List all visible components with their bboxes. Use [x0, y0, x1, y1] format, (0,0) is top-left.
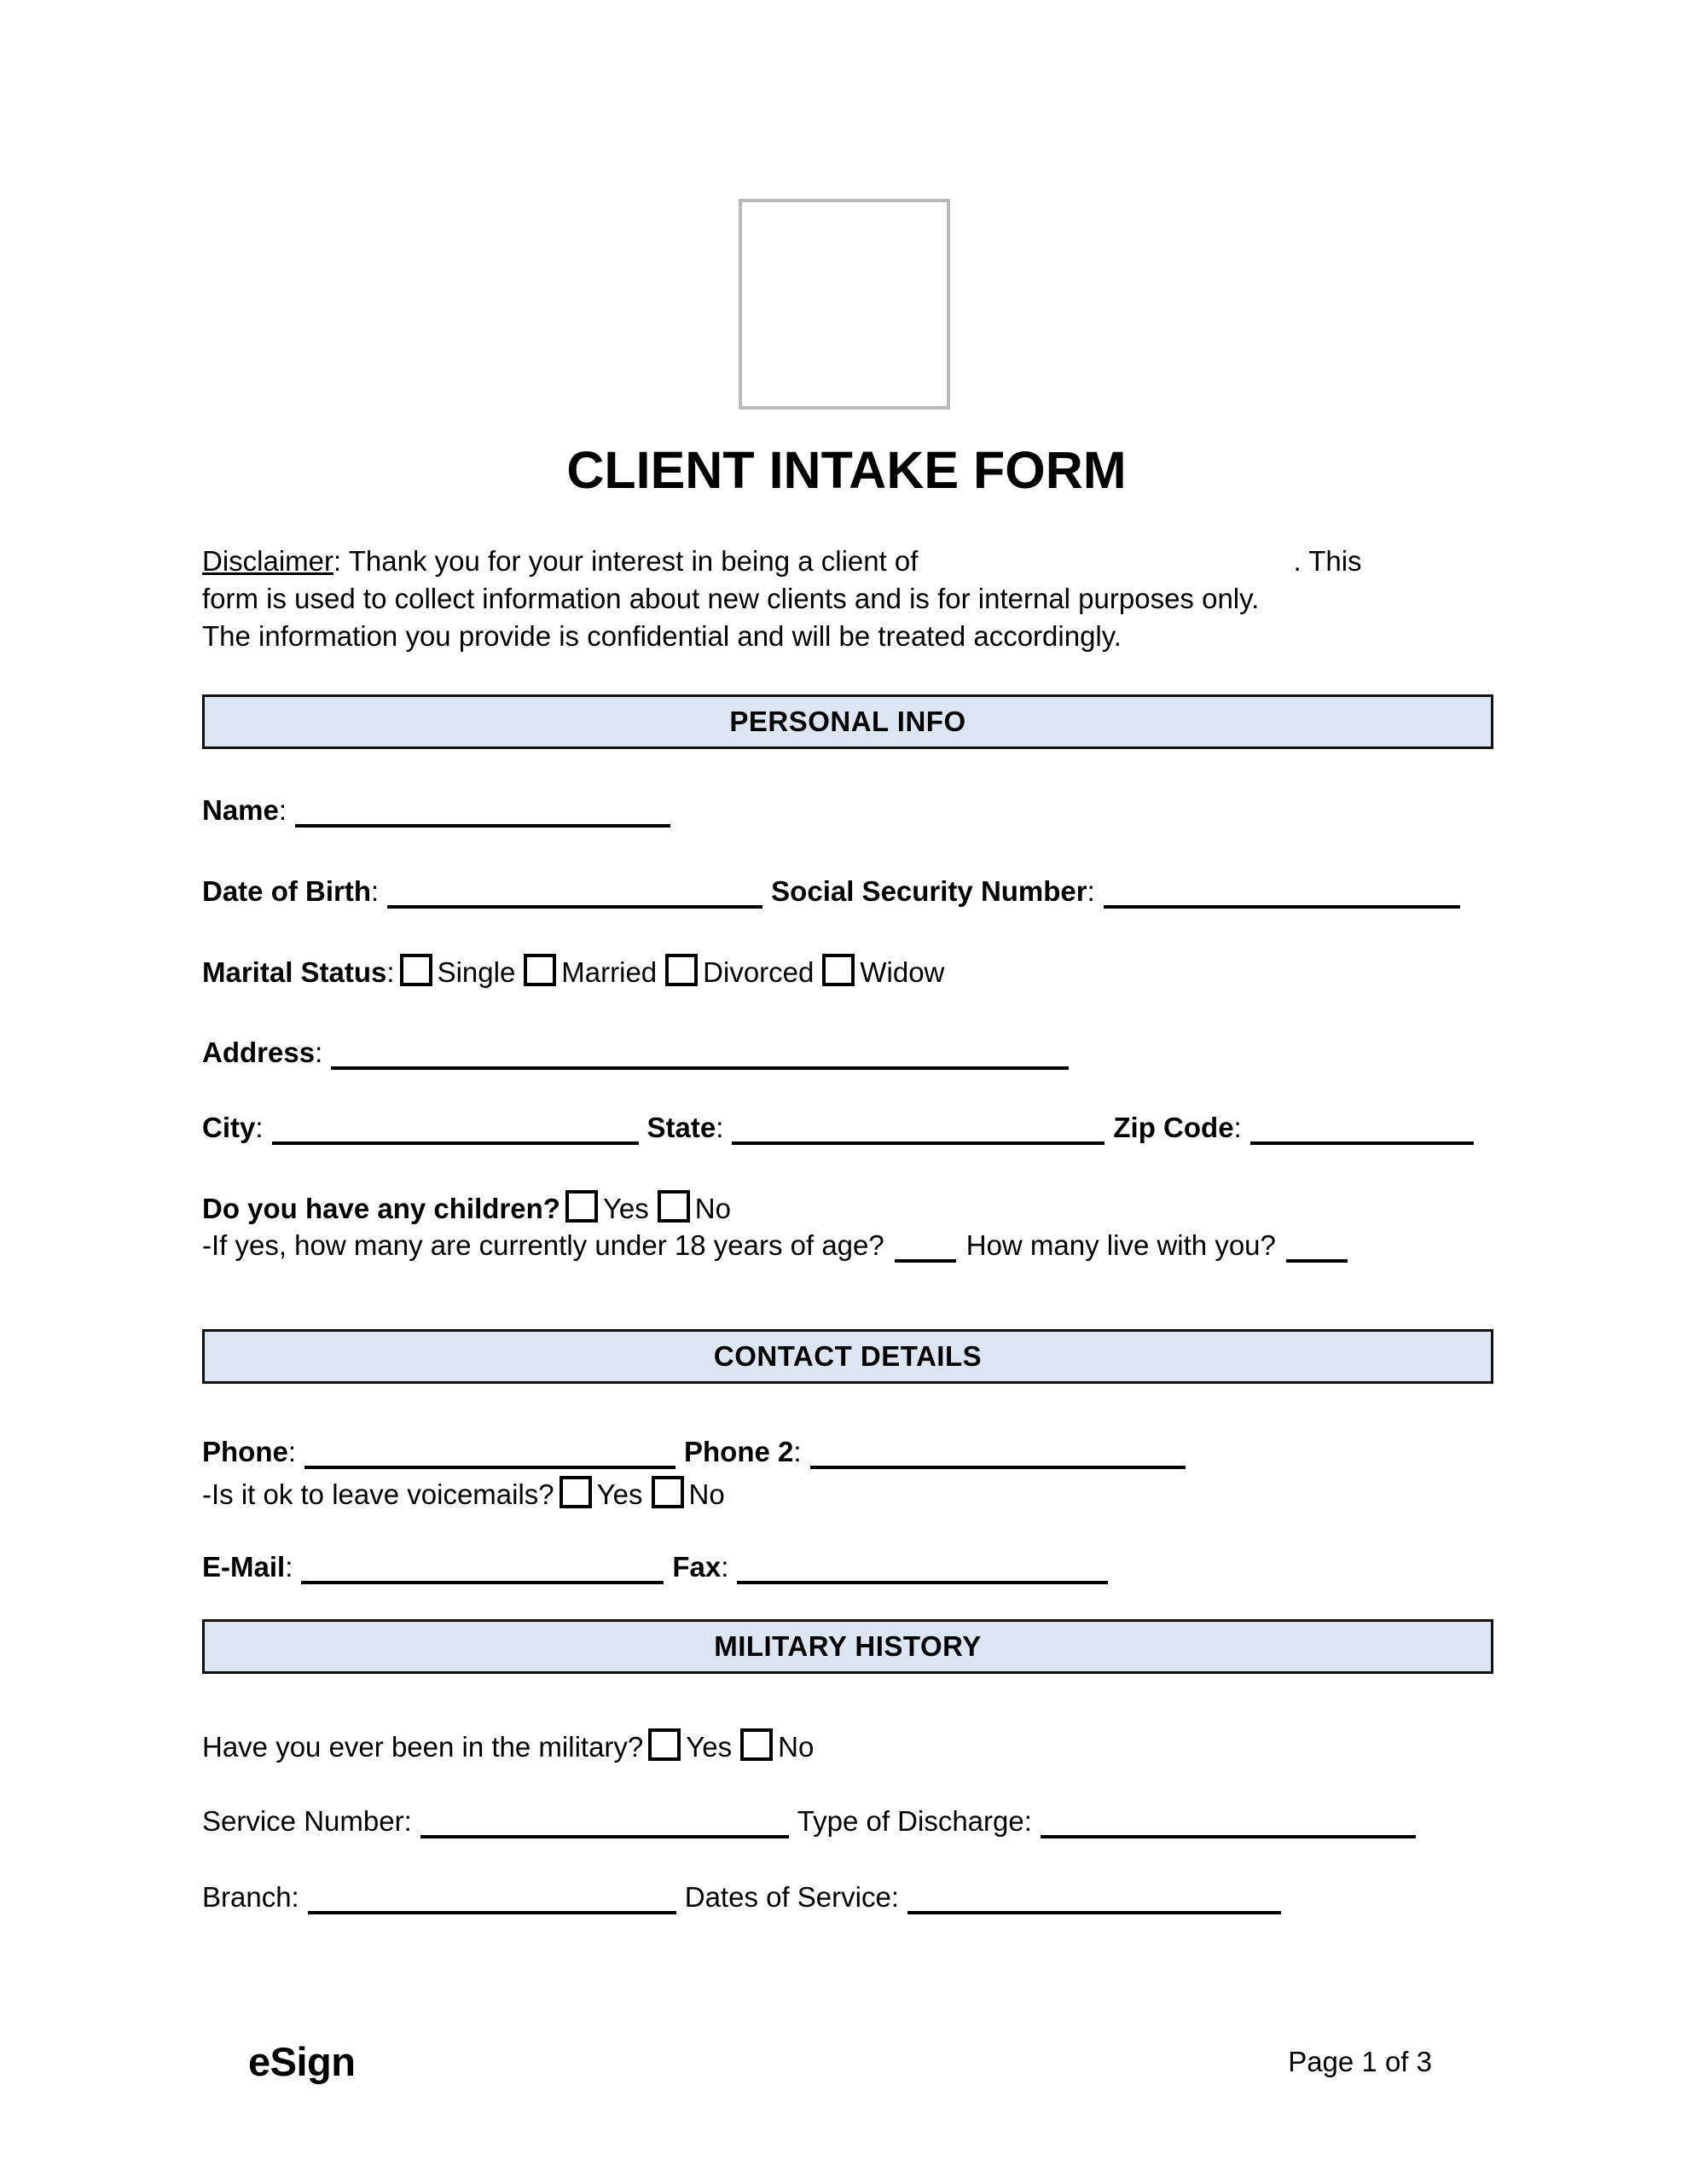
colon: : — [793, 1436, 802, 1467]
colon: : — [285, 1551, 293, 1583]
phone-label: Phone — [202, 1436, 288, 1467]
section-header-contact-details: CONTACT DETAILS — [202, 1329, 1493, 1384]
dob-field-blank[interactable] — [387, 905, 762, 909]
dates-of-service-label: Dates of Service: — [684, 1881, 900, 1913]
military-no-checkbox[interactable] — [740, 1728, 773, 1761]
disclaimer-line-1 — [202, 543, 1499, 580]
section-header-military-history: MILITARY HISTORY — [202, 1619, 1493, 1674]
branch-label: Branch: — [202, 1881, 299, 1913]
military-question-label: Have you ever been in the military? — [202, 1731, 644, 1763]
marital-single-label: Single — [437, 956, 516, 988]
colon: : — [716, 1112, 724, 1143]
marital-married-label: Married — [561, 956, 658, 988]
military-question-row — [202, 1728, 814, 1763]
ssn-field-blank[interactable] — [1104, 905, 1460, 909]
logo-placeholder-box — [739, 199, 950, 410]
phone2-label: Phone 2 — [684, 1436, 794, 1467]
voicemail-no-label: No — [688, 1478, 725, 1510]
disclaimer-line1-tail: . This — [1293, 545, 1362, 577]
colon: : — [278, 794, 287, 826]
marital-widow-label: Widow — [860, 956, 945, 988]
fax-label: Fax — [672, 1551, 722, 1583]
city-label: City — [202, 1112, 256, 1143]
colon: : — [315, 1037, 323, 1068]
esign-logo: eSign — [248, 2039, 356, 2084]
marital-divorced-checkbox[interactable] — [665, 954, 698, 986]
address-row — [202, 1037, 1077, 1070]
phone-row — [202, 1436, 1194, 1469]
zip-label: Zip Code — [1113, 1112, 1234, 1143]
colon: : — [386, 956, 395, 988]
city-state-zip-row — [202, 1112, 1482, 1145]
voicemail-question-label: -Is it ok to leave voicemails? — [202, 1478, 554, 1510]
children-livewith-label: How many live with you? — [965, 1229, 1276, 1261]
military-yes-label: Yes — [686, 1731, 733, 1763]
section-header-personal-info: PERSONAL INFO — [202, 694, 1493, 749]
fax-field-blank[interactable] — [737, 1581, 1108, 1584]
branch-row — [202, 1881, 1290, 1914]
voicemail-yes-label: Yes — [596, 1478, 643, 1510]
phone-field-blank[interactable] — [304, 1466, 675, 1469]
voicemail-yes-checkbox[interactable] — [560, 1476, 592, 1508]
disclaimer-line-3: The information you provide is confidential and will be treated accordingly. — [202, 620, 1122, 652]
voicemail-question-row — [202, 1476, 725, 1511]
name-field-blank[interactable] — [295, 824, 670, 828]
name-label: Name — [202, 794, 279, 826]
children-followup-row — [202, 1229, 1358, 1263]
marital-widow-checkbox[interactable] — [822, 954, 855, 986]
children-under18-blank[interactable] — [895, 1259, 956, 1263]
disclaimer-line-2: form is used to collect information about new clients and is for internal purposes only. — [202, 583, 1260, 614]
zip-field-blank[interactable] — [1250, 1141, 1474, 1145]
city-field-blank[interactable] — [272, 1141, 639, 1145]
disclaimer-paragraph — [202, 543, 1499, 655]
children-livewith-blank[interactable] — [1286, 1259, 1348, 1263]
marital-single-checkbox[interactable] — [400, 954, 432, 986]
service-number-row — [202, 1805, 1424, 1838]
ssn-label: Social Security Number — [771, 875, 1087, 907]
discharge-field-blank[interactable] — [1041, 1835, 1416, 1838]
children-question-label: Do you have any children? — [202, 1193, 560, 1224]
marital-status-row — [202, 954, 944, 989]
dob-ssn-row — [202, 875, 1469, 909]
colon: : — [371, 875, 380, 907]
dates-of-service-blank[interactable] — [907, 1911, 1281, 1914]
children-no-label: No — [694, 1193, 731, 1224]
military-yes-checkbox[interactable] — [648, 1728, 681, 1761]
email-fax-row — [202, 1551, 1116, 1584]
page-number: Page 1 of 3 — [1288, 2046, 1432, 2077]
children-yes-checkbox[interactable] — [565, 1190, 598, 1223]
marital-divorced-label: Divorced — [703, 956, 815, 988]
colon: : — [255, 1112, 264, 1143]
service-number-label: Service Number: — [202, 1805, 412, 1837]
state-field-blank[interactable] — [732, 1141, 1105, 1145]
disclaimer-term: Disclaimer — [202, 545, 334, 577]
service-number-blank[interactable] — [420, 1835, 789, 1838]
email-label: E-Mail — [202, 1551, 286, 1583]
colon: : — [1233, 1112, 1242, 1143]
name-row — [202, 794, 679, 828]
address-field-blank[interactable] — [331, 1066, 1069, 1070]
colon: : — [1087, 875, 1095, 907]
phone2-field-blank[interactable] — [810, 1466, 1186, 1469]
marital-married-checkbox[interactable] — [524, 954, 556, 986]
disclaimer-line1-text: : Thank you for your interest in being a client of — [333, 545, 919, 577]
marital-label: Marital Status — [202, 956, 387, 988]
colon: : — [287, 1436, 297, 1467]
children-under18-label: -If yes, how many are currently under 18 years of age? — [202, 1229, 884, 1261]
state-label: State — [646, 1112, 716, 1143]
military-no-label: No — [778, 1731, 815, 1763]
page-title: CLIENT INTAKE FORM — [566, 441, 1127, 499]
children-no-checkbox[interactable] — [658, 1190, 690, 1223]
address-label: Address — [202, 1037, 316, 1068]
branch-field-blank[interactable] — [308, 1911, 676, 1914]
discharge-label: Type of Discharge: — [797, 1805, 1032, 1837]
voicemail-no-checkbox[interactable] — [652, 1476, 684, 1508]
children-yes-label: Yes — [602, 1193, 649, 1224]
dob-label: Date of Birth — [202, 875, 371, 907]
children-question-row — [202, 1190, 731, 1225]
email-field-blank[interactable] — [301, 1581, 664, 1584]
colon: : — [721, 1551, 729, 1583]
